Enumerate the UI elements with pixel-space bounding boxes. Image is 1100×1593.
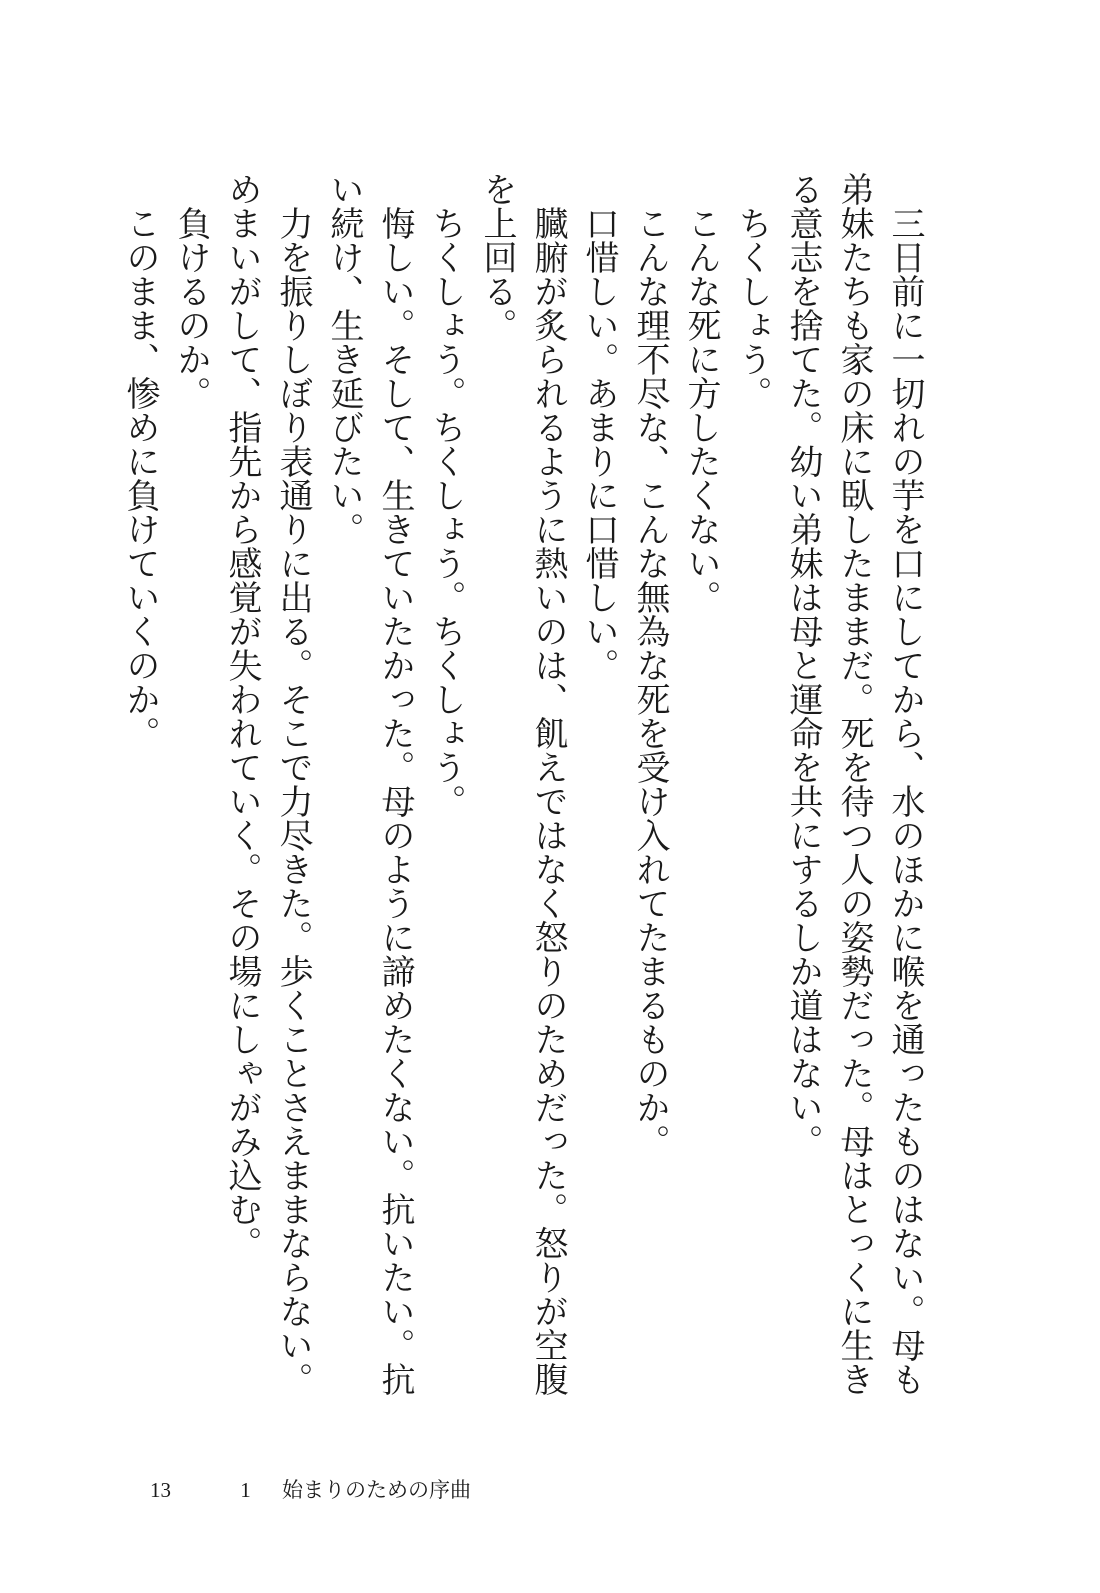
chapter-number: 1 bbox=[240, 1478, 251, 1502]
paragraph-7: ちくしょう。ちくしょう。ちくしょう。 bbox=[426, 206, 466, 818]
paragraph-8: 悔しい。そして、生きていたかった。母のように諦めたくない。抗いたい。抗い続け、生き延びたい。 bbox=[324, 172, 415, 1396]
vertical-text-body bbox=[120, 172, 930, 1422]
paragraph-10: 負けるのか。 bbox=[171, 206, 211, 410]
paragraph-2: ちくしょう。 bbox=[732, 206, 772, 410]
page-footer bbox=[150, 1474, 471, 1504]
paragraph-9: 力を振りしぼり表通りに出る。そこで力尽きた。歩くことさえままならない。めまいがして、指先から感覚が失われていく。その場にしゃがみ込む。 bbox=[222, 172, 313, 1396]
chapter-title: 始まりのための序曲 bbox=[282, 1478, 471, 1502]
paragraph-3: こんな死に方したくない。 bbox=[681, 206, 721, 614]
paragraph-1: 三日前に一切れの芋を口にしてから、水のほかに喉を通ったものはない。母も弟妹たちも家の床に臥したままだ。死を待つ人の姿勢だった。母はとっくに生きる意志を捨てた。幼い弟妹は母と運命を共にするしか道はない。 bbox=[783, 172, 925, 1396]
paragraph-11: このまま、惨めに負けていくのか。 bbox=[120, 206, 160, 750]
page-number: 13 bbox=[150, 1478, 171, 1502]
paragraph-6: 臓腑が炙られるように熱いのは、飢えではなく怒りのためだった。怒りが空腹を上回る。 bbox=[477, 172, 568, 1396]
paragraph-5: 口惜しい。あまりに口惜しい。 bbox=[579, 206, 619, 682]
paragraph-4: こんな理不尽な、こんな無為な死を受け入れてたまるものか。 bbox=[630, 206, 670, 1158]
